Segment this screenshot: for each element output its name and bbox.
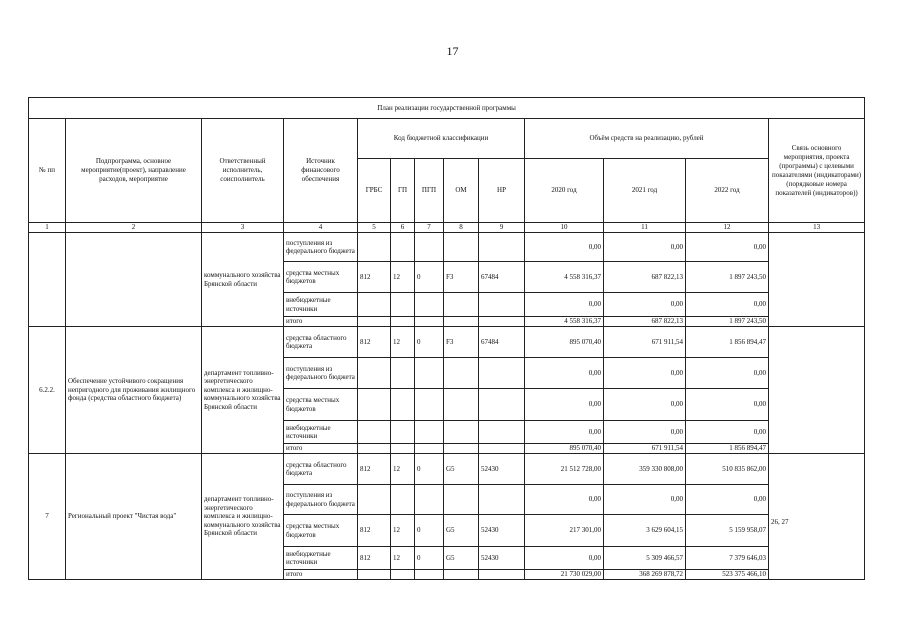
cell-2020: 0,00 (525, 485, 604, 515)
cell-pgp (415, 444, 444, 454)
cell-2021: 0,00 (604, 389, 686, 421)
cell-pgp (415, 421, 444, 444)
column-number: 4 (284, 223, 358, 233)
column-number: 6 (391, 223, 415, 233)
cell-link (769, 327, 865, 454)
cell-2022: 0,00 (686, 421, 769, 444)
cell-pgp (415, 570, 444, 580)
cell-pgp: 0 (415, 515, 444, 547)
cell-2020: 21 730 029,00 (525, 570, 604, 580)
cell-2020: 0,00 (525, 389, 604, 421)
cell-source: поступления из федерального бюджета (284, 233, 358, 262)
cell-link (769, 233, 865, 327)
cell-om (444, 444, 479, 454)
cell-gp (391, 233, 415, 262)
cell-nr (479, 358, 525, 389)
cell-source: средства местных бюджетов (284, 515, 358, 547)
header-om: ОМ (444, 159, 479, 223)
cell-2022: 0,00 (686, 233, 769, 262)
header-funds: Объём средств на реализацию, рублей (525, 119, 769, 159)
cell-grbs: 812 (358, 515, 391, 547)
column-number-row (29, 223, 865, 233)
cell-grbs (358, 317, 391, 327)
cell-subprogram: Региональный проект "Чистая вода" (66, 454, 202, 580)
table-row (29, 233, 865, 262)
cell-2022: 523 375 466,10 (686, 570, 769, 580)
cell-grbs (358, 233, 391, 262)
cell-grbs (358, 358, 391, 389)
cell-2022: 1 856 894,47 (686, 444, 769, 454)
cell-2021: 3 629 604,15 (604, 515, 686, 547)
cell-2020: 0,00 (525, 547, 604, 570)
cell-gp (391, 317, 415, 327)
cell-pgp (415, 389, 444, 421)
header-grbs: ГРБС (358, 159, 391, 223)
cell-source: средства областного бюджета (284, 454, 358, 485)
column-number: 9 (479, 223, 525, 233)
cell-nr: 67484 (479, 262, 525, 293)
cell-2021: 687 822,13 (604, 317, 686, 327)
cell-2022: 0,00 (686, 485, 769, 515)
cell-pgp: 0 (415, 547, 444, 570)
cell-2021: 0,00 (604, 293, 686, 317)
cell-2021: 368 269 878,72 (604, 570, 686, 580)
cell-gp (391, 444, 415, 454)
header-budget-code: Код бюджетной классификации (358, 119, 525, 159)
cell-om: G5 (444, 547, 479, 570)
cell-2021: 671 911,54 (604, 327, 686, 358)
cell-num: 6.2.2. (29, 327, 66, 454)
header-2020: 2020 год (525, 159, 604, 223)
cell-2022: 5 159 958,07 (686, 515, 769, 547)
column-number: 3 (202, 223, 284, 233)
cell-pgp: 0 (415, 262, 444, 293)
table-row (29, 454, 865, 485)
cell-2020: 0,00 (525, 233, 604, 262)
cell-gp (391, 358, 415, 389)
cell-grbs: 812 (358, 547, 391, 570)
cell-om: G5 (444, 454, 479, 485)
cell-2020: 217 301,00 (525, 515, 604, 547)
column-number: 13 (769, 223, 865, 233)
cell-responsible: департамент топливно-энергетического комплекса и жилищно-коммунального хозяйства Брянской области (202, 327, 284, 454)
header-num: № пп (29, 119, 66, 223)
cell-nr (479, 421, 525, 444)
cell-source: внебюджетные источники (284, 421, 358, 444)
cell-2022: 1 856 894,47 (686, 327, 769, 358)
cell-2022: 7 379 646,03 (686, 547, 769, 570)
cell-grbs: 812 (358, 327, 391, 358)
column-number: 11 (604, 223, 686, 233)
cell-2020: 895 070,40 (525, 327, 604, 358)
cell-gp: 12 (391, 327, 415, 358)
cell-grbs (358, 485, 391, 515)
cell-2021: 5 309 466,57 (604, 547, 686, 570)
cell-source: итого (284, 317, 358, 327)
cell-2021: 0,00 (604, 485, 686, 515)
cell-2021: 0,00 (604, 421, 686, 444)
cell-pgp (415, 317, 444, 327)
column-number: 8 (444, 223, 479, 233)
cell-pgp (415, 358, 444, 389)
cell-pgp (415, 233, 444, 262)
column-number: 12 (686, 223, 769, 233)
header-nr: НР (479, 159, 525, 223)
cell-nr (479, 317, 525, 327)
cell-2022: 0,00 (686, 389, 769, 421)
cell-source: внебюджетные источники (284, 547, 358, 570)
cell-source: средства местных бюджетов (284, 389, 358, 421)
cell-source: итого (284, 570, 358, 580)
header-2021: 2021 год (604, 159, 686, 223)
cell-om (444, 358, 479, 389)
cell-om: G5 (444, 515, 479, 547)
cell-gp: 12 (391, 515, 415, 547)
cell-pgp (415, 293, 444, 317)
cell-source: итого (284, 444, 358, 454)
cell-2022: 1 897 243,50 (686, 262, 769, 293)
cell-num (29, 233, 66, 327)
cell-om (444, 317, 479, 327)
cell-om: F3 (444, 327, 479, 358)
cell-om: F3 (444, 262, 479, 293)
cell-2020: 0,00 (525, 421, 604, 444)
cell-source: поступления из федерального бюджета (284, 485, 358, 515)
cell-2022: 0,00 (686, 358, 769, 389)
cell-om (444, 570, 479, 580)
cell-gp: 12 (391, 547, 415, 570)
cell-gp (391, 293, 415, 317)
cell-2022: 0,00 (686, 293, 769, 317)
cell-nr (479, 570, 525, 580)
cell-source: средства местных бюджетов (284, 262, 358, 293)
cell-nr (479, 485, 525, 515)
plan-table (28, 97, 865, 580)
header-source: Источник финансового обеспечения (284, 119, 358, 223)
cell-2020: 0,00 (525, 358, 604, 389)
cell-pgp: 0 (415, 327, 444, 358)
cell-om (444, 389, 479, 421)
cell-subprogram: Обеспечение устойчивого сокращения непригодного для проживания жилищного фонда (средства областного бюджета) (66, 327, 202, 454)
cell-nr (479, 389, 525, 421)
cell-gp (391, 570, 415, 580)
cell-om (444, 485, 479, 515)
cell-num: 7 (29, 454, 66, 580)
cell-nr (479, 444, 525, 454)
cell-2021: 0,00 (604, 233, 686, 262)
cell-link: 26, 27 (769, 454, 865, 580)
cell-gp (391, 389, 415, 421)
cell-source: поступления из федерального бюджета (284, 358, 358, 389)
cell-2020: 0,00 (525, 293, 604, 317)
column-number: 5 (358, 223, 391, 233)
cell-nr: 52430 (479, 547, 525, 570)
cell-nr: 52430 (479, 454, 525, 485)
cell-grbs (358, 570, 391, 580)
cell-responsible: департамент топливно-энергетического комплекса и жилищно-коммунального хозяйства Брянской области (202, 454, 284, 580)
cell-grbs: 812 (358, 454, 391, 485)
cell-grbs (358, 293, 391, 317)
header-2022: 2022 год (686, 159, 769, 223)
cell-grbs (358, 444, 391, 454)
page-number: 17 (446, 44, 459, 58)
cell-grbs (358, 389, 391, 421)
cell-2020: 895 070,40 (525, 444, 604, 454)
cell-gp (391, 485, 415, 515)
cell-subprogram (66, 233, 202, 327)
table-title: План реализации государственной программы (29, 98, 865, 119)
cell-gp: 12 (391, 262, 415, 293)
cell-2020: 4 558 316,37 (525, 317, 604, 327)
cell-gp: 12 (391, 454, 415, 485)
cell-nr: 52430 (479, 515, 525, 547)
cell-2020: 4 558 316,37 (525, 262, 604, 293)
cell-grbs: 812 (358, 262, 391, 293)
cell-om (444, 421, 479, 444)
column-number: 10 (525, 223, 604, 233)
header-pgp: ПГП (415, 159, 444, 223)
cell-source: внебюджетные источники (284, 293, 358, 317)
cell-nr: 67484 (479, 327, 525, 358)
column-number: 7 (415, 223, 444, 233)
cell-source: средства областного бюджета (284, 327, 358, 358)
cell-om (444, 233, 479, 262)
cell-om (444, 293, 479, 317)
cell-2022: 510 835 862,00 (686, 454, 769, 485)
column-number: 2 (66, 223, 202, 233)
cell-pgp: 0 (415, 454, 444, 485)
header-responsible: Ответственный исполнитель, соисполнитель (202, 119, 284, 223)
cell-responsible: коммунального хозяйства Брянской области (202, 233, 284, 327)
cell-nr (479, 233, 525, 262)
cell-gp (391, 421, 415, 444)
cell-grbs (358, 421, 391, 444)
cell-2020: 21 512 728,00 (525, 454, 604, 485)
cell-2021: 687 822,13 (604, 262, 686, 293)
cell-pgp (415, 485, 444, 515)
cell-nr (479, 293, 525, 317)
header-link: Связь основного мероприятия, проекта (программы) с целевыми показателями (индикаторами) (порядковые номера показателей (индикаторов)) (769, 119, 865, 223)
cell-2021: 359 330 808,00 (604, 454, 686, 485)
cell-2022: 1 897 243,50 (686, 317, 769, 327)
column-number: 1 (29, 223, 66, 233)
header-gp: ГП (391, 159, 415, 223)
header-subprogram: Подпрограмма, основное мероприятие(проект), направление расходов, мероприятие (66, 119, 202, 223)
table-row (29, 327, 865, 358)
cell-2021: 0,00 (604, 358, 686, 389)
cell-2021: 671 911,54 (604, 444, 686, 454)
